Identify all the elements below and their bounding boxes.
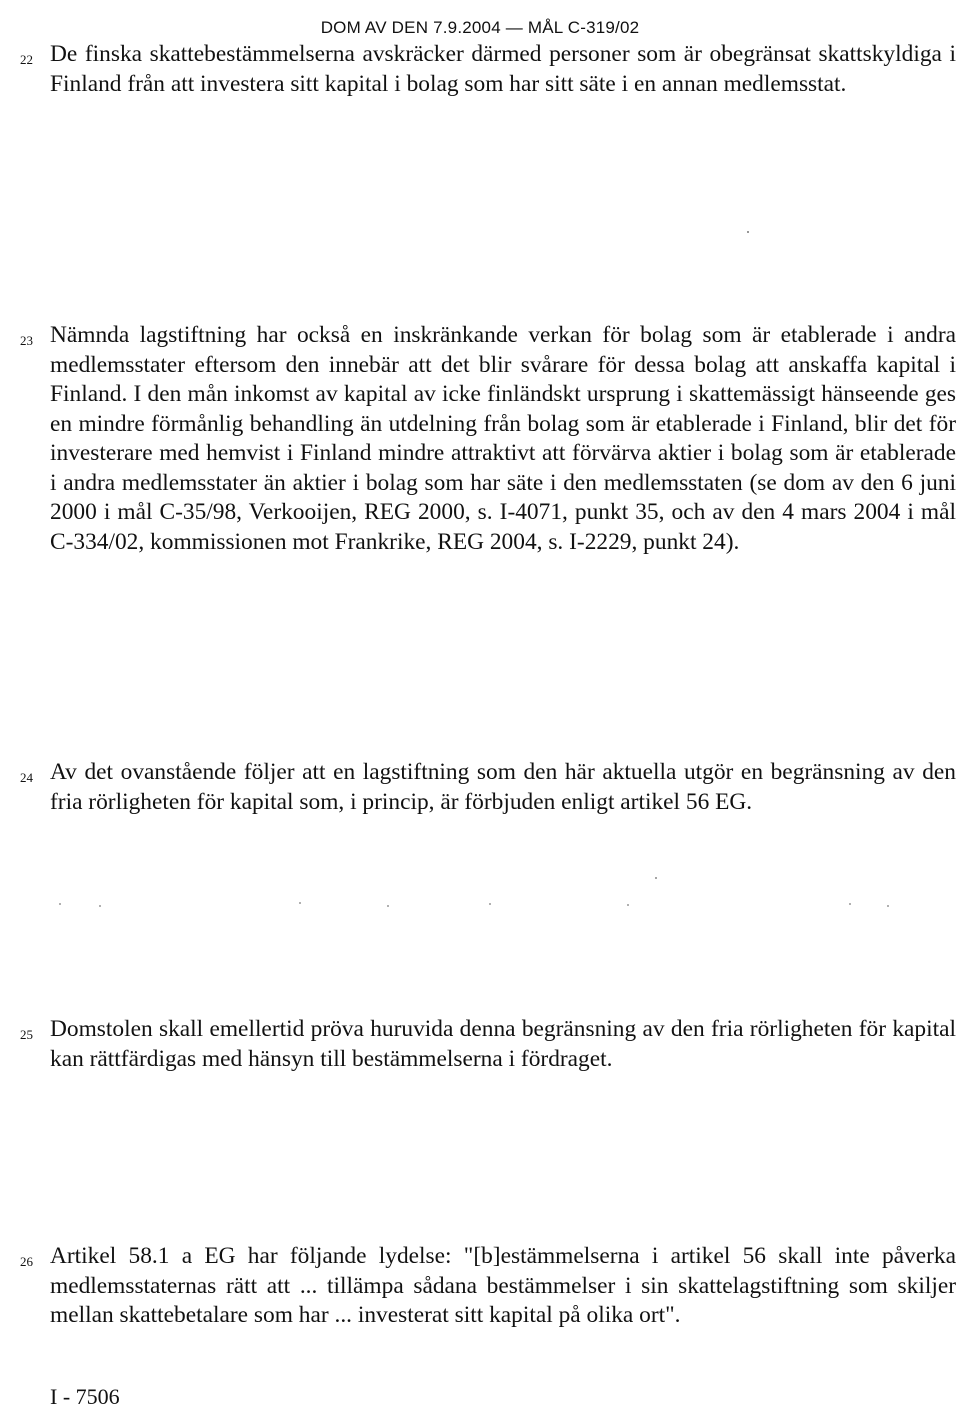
page-number: I - 7506 bbox=[50, 1384, 120, 1409]
paragraph-number: 22 bbox=[20, 52, 33, 67]
paragraph-text: De finska skattebestämmelserna avskräcker därmed personer som är obegränsat skattskyldiga i Finland från att investera sitt kapital i bolag som har sitt säte i en annan medlemsstat. bbox=[50, 41, 956, 97]
paragraph-text: Av det ovanstående följer att en lagstiftning som den här aktuella utgör en begränsning av den fria rörligheten för kapital som, i princip, är förbjuden enligt artikel 56 EG. bbox=[50, 759, 956, 815]
paragraph-text: Artikel 58.1 a EG har följande lydelse: "[b]estämmelserna i artikel 56 skall inte påverka medlemsstaternas rätt att ... tillämpa sådana bestämmelser i sin skattelagstiftning som skiljer mellan skattebetalare som har ... investerat sitt kapital på olika ort". bbox=[50, 1243, 956, 1328]
paragraph-text: Domstolen skall emellertid pröva huruvida denna begränsning av den fria rörligheten för kapital kan rättfärdigas med hänsyn till bestämmelserna i fördraget. bbox=[50, 1016, 956, 1072]
paragraph-number: 24 bbox=[20, 770, 33, 785]
paragraph-number: 23 bbox=[20, 333, 33, 348]
paragraph-number: 25 bbox=[20, 1027, 33, 1042]
paragraph-number: 26 bbox=[20, 1254, 33, 1269]
page-header: DOM AV DEN 7.9.2004 — MÅL C-319/02 bbox=[320, 18, 640, 37]
paragraph-text: Nämnda lagstiftning har också en inskränkande verkan för bolag som är etablerade i andra medlemsstater eftersom den innebär att det blir svårare för dessa bolag att anskaffa kapital i Finland. I den mån inkomst av kapital av icke finländskt ursprung i skattemässigt hänseende ges en mindre förmånlig behandling än utdelning från bolag som är etablerade i Finland, blir det för investerare med hemvist i Finland mindre attraktivt att förvärva aktier i bolag som är etablerade i andra medlemsstater än aktier i bolag som har säte i den medlemsstaten (se dom av den 6 juni 2000 i mål C-35/98, Verkooijen, REG 2000, s. I-4071, punkt 35, och av den 4 mars 2004 i mål C-334/02, kommissionen mot Frankrike, REG 2004, s. I-2229, punkt 24). bbox=[50, 322, 956, 555]
